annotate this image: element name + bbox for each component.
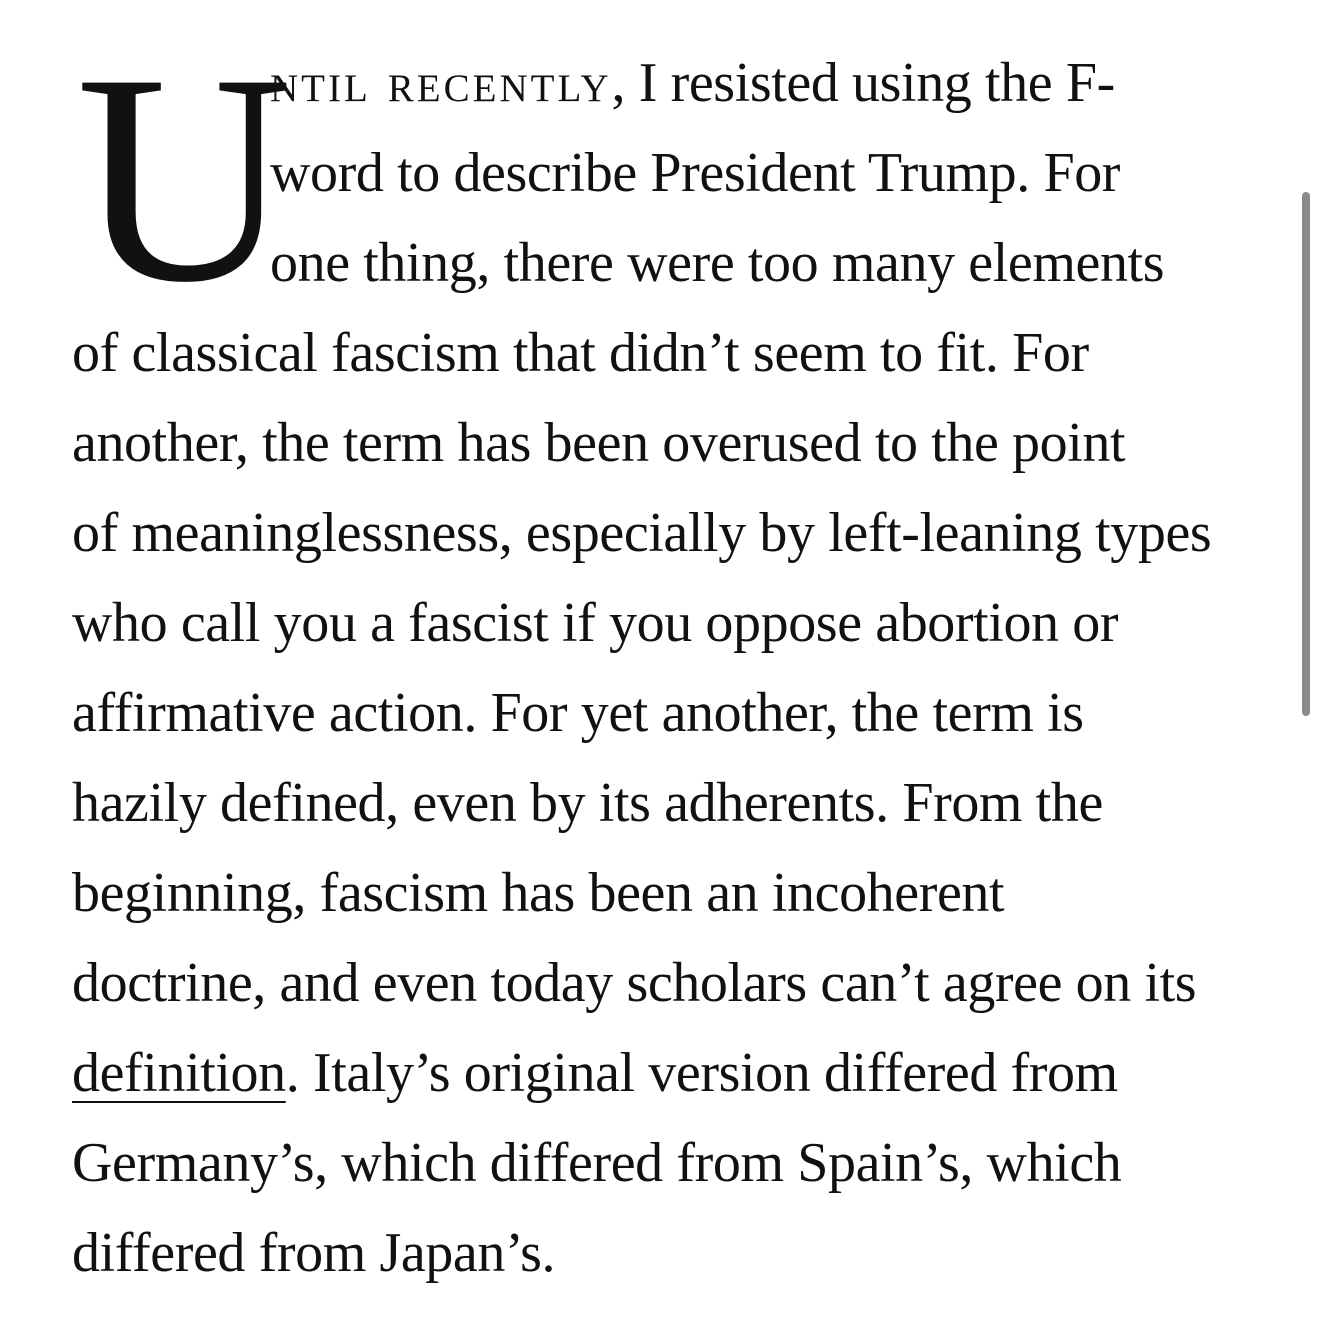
vertical-scrollbar[interactable]	[1302, 192, 1310, 716]
article-body	[72, 12, 1262, 1298]
text-line: doctrine, and even today scholars can’t agree on its	[72, 952, 1197, 1014]
text-line: affirmative action. For yet another, the term is	[72, 682, 1084, 744]
text-line: differed from Japan’s.	[72, 1222, 556, 1284]
definition-link[interactable]: definition	[72, 1042, 286, 1104]
text-line: of meaninglessness, especially by left-leaning types	[72, 502, 1212, 564]
text-line: of classical fascism that didn’t seem to fit. For	[72, 322, 1089, 384]
text-line: hazily defined, even by its adherents. From the	[72, 772, 1103, 834]
text-line	[72, 1028, 1262, 1118]
drop-cap: U	[76, 12, 293, 344]
text-line: who call you a fascist if you oppose abortion or	[72, 592, 1119, 654]
small-caps-lead: ntil recently	[270, 52, 612, 114]
text-line-1-rest: , I resisted using the F-	[611, 52, 1115, 114]
text-line: another, the term has been overused to the point	[72, 412, 1126, 474]
text-line: word to describe President Trump. For	[270, 142, 1121, 204]
text-line: one thing, there were too many elements	[270, 232, 1165, 294]
text-line: beginning, fascism has been an incoherent	[72, 862, 1005, 924]
text-line: Germany’s, which differed from Spain’s, which	[72, 1132, 1122, 1194]
text-line-12-rest: . Italy’s original version differed from	[285, 1042, 1118, 1104]
